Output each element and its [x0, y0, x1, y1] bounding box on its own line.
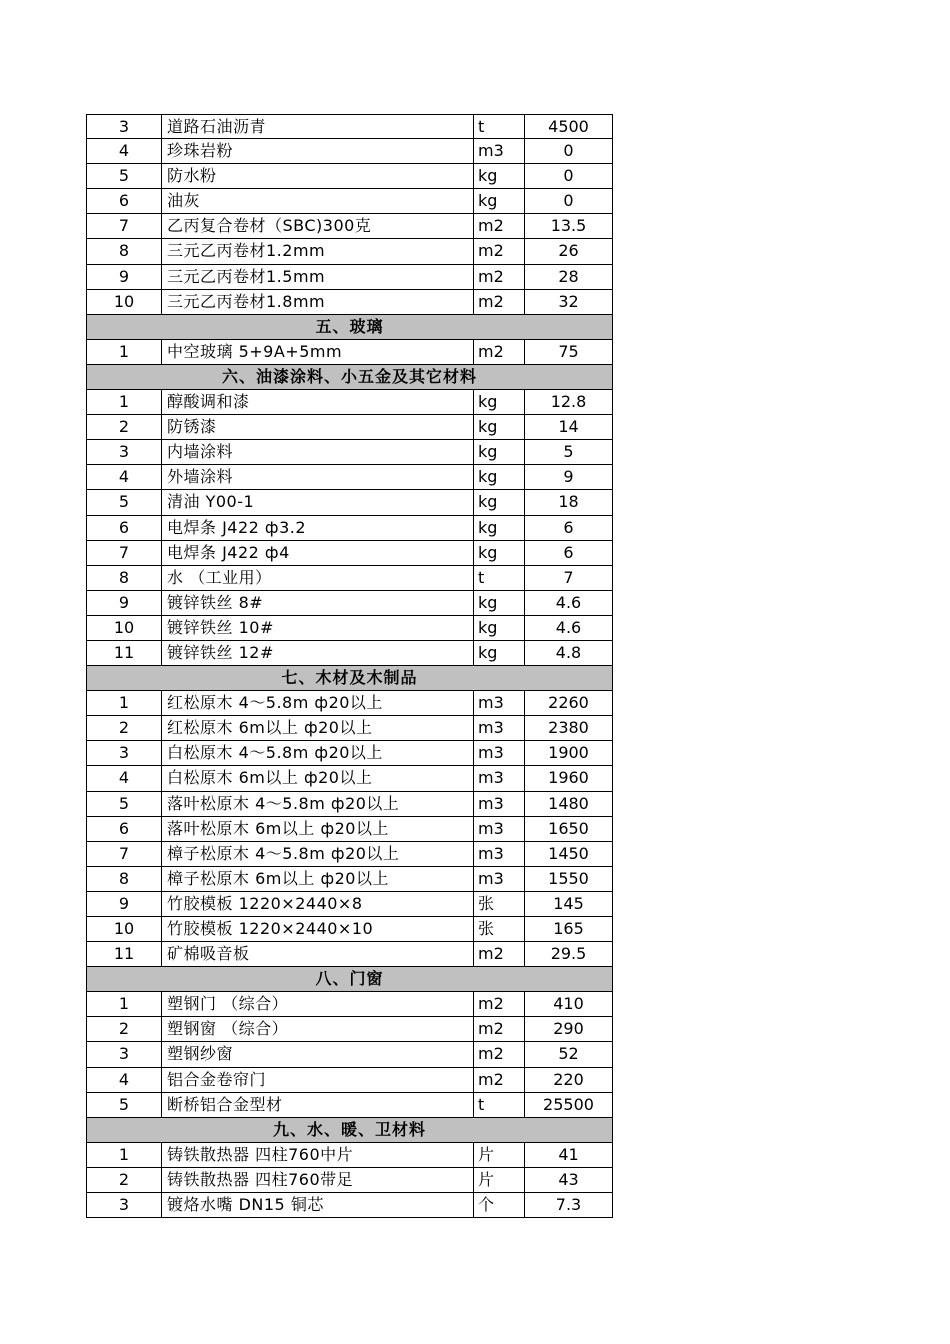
table-row [86, 516, 613, 541]
unit-price-cell: 9 [563, 467, 574, 487]
material-name-cell: 道路石油沥青 [162, 115, 474, 138]
unit-price-cell: 220 [553, 1069, 584, 1089]
unit-cell: kg [474, 591, 525, 615]
table-row [86, 1068, 613, 1093]
unit-cell: m2 [474, 942, 525, 966]
material-name-cell: 铸铁散热器 四柱760中片 [162, 1143, 474, 1167]
unit-price-cell: 7.3 [555, 1195, 582, 1215]
table-row [86, 340, 613, 365]
row-number-cell: 4 [87, 766, 162, 790]
unit-cell: m2 [474, 340, 525, 364]
material-name-cell: 电焊条 J422 ф4 [162, 541, 474, 565]
table-row [86, 766, 613, 791]
table-row [86, 164, 613, 189]
table-row [86, 490, 613, 515]
row-number-cell: 3 [87, 1193, 162, 1217]
row-number-cell: 1 [87, 390, 162, 414]
unit-price-cell: 1650 [548, 818, 589, 838]
material-name-cell: 竹胶模板 1220×2440×8 [162, 892, 474, 916]
row-number-cell: 7 [87, 214, 162, 238]
row-number-cell: 8 [87, 239, 162, 263]
unit-price-cell: 2380 [548, 718, 589, 738]
row-number-cell: 1 [87, 992, 162, 1016]
row-number-cell: 8 [87, 566, 162, 590]
material-name-cell: 镀锌铁丝 12# [162, 641, 474, 665]
table-row [86, 741, 613, 766]
row-number-cell: 2 [87, 1168, 162, 1192]
unit-cell: t [474, 1093, 525, 1117]
material-name-cell: 白松原木 6m以上 ф20以上 [162, 766, 474, 790]
row-number-cell: 7 [87, 541, 162, 565]
row-number-cell: 2 [87, 716, 162, 740]
row-number-cell: 11 [87, 942, 162, 966]
unit-cell: 张 [474, 917, 525, 941]
table-row [86, 792, 613, 817]
unit-cell: 片 [474, 1143, 525, 1167]
row-number-cell: 9 [87, 591, 162, 615]
unit-price-cell: 13.5 [550, 216, 587, 236]
unit-price-cell: 43 [558, 1169, 579, 1189]
unit-cell: kg [474, 164, 525, 188]
row-number-cell: 9 [87, 892, 162, 916]
row-number-cell: 9 [87, 265, 162, 289]
unit-price-cell: 6 [563, 517, 574, 537]
unit-cell: m2 [474, 1017, 525, 1041]
unit-price-cell: 165 [553, 919, 584, 938]
row-number-cell: 6 [87, 817, 162, 841]
unit-cell: kg [474, 641, 525, 665]
row-number-cell: 10 [87, 616, 162, 640]
material-name-cell: 三元乙丙卷材1.5mm [162, 265, 474, 289]
material-name-cell: 外墙涂料 [162, 465, 474, 489]
material-name-cell: 铝合金卷帘门 [162, 1068, 474, 1092]
table-row [86, 139, 613, 164]
unit-price-cell: 1960 [548, 768, 589, 788]
table-row [86, 917, 613, 942]
unit-cell: kg [474, 440, 525, 464]
material-name-cell: 水 （工业用） [162, 566, 474, 590]
unit-price-cell: 1900 [548, 743, 589, 763]
row-number-cell: 2 [87, 415, 162, 439]
unit-cell: t [474, 566, 525, 590]
table-row [86, 1093, 613, 1118]
unit-price-cell: 12.8 [550, 392, 587, 412]
material-name-cell: 樟子松原木 6m以上 ф20以上 [162, 867, 474, 891]
row-number-cell: 4 [87, 1068, 162, 1092]
row-number-cell: 5 [87, 792, 162, 816]
material-name-cell: 断桥铝合金型材 [162, 1093, 474, 1117]
table-row [86, 114, 613, 139]
material-name-cell: 铸铁散热器 四柱760带足 [162, 1168, 474, 1192]
table-row [86, 591, 613, 616]
table-row [86, 842, 613, 867]
row-number-cell: 4 [87, 465, 162, 489]
unit-cell: kg [474, 465, 525, 489]
section-header: 九、水、暖、卫材料 [86, 1118, 613, 1143]
section-header: 八、门窗 [86, 967, 613, 992]
material-name-cell: 镀烙水嘴 DN15 铜芯 [162, 1193, 474, 1217]
material-name-cell: 三元乙丙卷材1.2mm [162, 239, 474, 263]
unit-price-cell: 41 [558, 1144, 579, 1164]
table-row [86, 1042, 613, 1067]
unit-price-cell: 4.8 [555, 642, 582, 662]
unit-cell: m2 [474, 1068, 525, 1092]
unit-cell: 张 [474, 892, 525, 916]
row-number-cell: 1 [87, 691, 162, 715]
table-row [86, 239, 613, 264]
row-number-cell: 3 [87, 741, 162, 765]
row-number-cell: 7 [87, 842, 162, 866]
unit-price-cell: 1450 [548, 843, 589, 863]
unit-price-cell: 0 [563, 166, 574, 186]
unit-price-cell: 4500 [548, 117, 589, 136]
material-name-cell: 塑钢纱窗 [162, 1042, 474, 1066]
material-name-cell: 矿棉吸音板 [162, 942, 474, 966]
table-row [86, 566, 613, 591]
row-number-cell: 10 [87, 290, 162, 314]
row-number-cell: 3 [87, 1042, 162, 1066]
section-header: 七、木材及木制品 [86, 666, 613, 691]
row-number-cell: 2 [87, 1017, 162, 1041]
unit-price-cell: 75 [558, 341, 579, 361]
unit-price-cell: 2260 [548, 693, 589, 713]
row-number-cell: 8 [87, 867, 162, 891]
unit-price-cell: 145 [553, 893, 584, 913]
material-name-cell: 白松原木 4～5.8m ф20以上 [162, 741, 474, 765]
row-number-cell: 6 [87, 516, 162, 540]
unit-price-cell: 4.6 [555, 617, 582, 637]
table-row [86, 189, 613, 214]
unit-price-cell: 26 [558, 241, 579, 261]
row-number-cell: 4 [87, 139, 162, 163]
unit-cell: m2 [474, 290, 525, 314]
unit-cell: m3 [474, 741, 525, 765]
row-number-cell: 5 [87, 1093, 162, 1117]
unit-price-cell: 18 [558, 492, 579, 512]
row-number-cell: 6 [87, 189, 162, 213]
material-name-cell: 落叶松原木 6m以上 ф20以上 [162, 817, 474, 841]
unit-cell: m3 [474, 792, 525, 816]
row-number-cell: 3 [87, 115, 162, 138]
table-row [86, 641, 613, 666]
table-row [86, 1017, 613, 1042]
material-name-cell: 内墙涂料 [162, 440, 474, 464]
material-name-cell: 三元乙丙卷材1.8mm [162, 290, 474, 314]
unit-price-cell: 14 [558, 417, 579, 437]
row-number-cell: 11 [87, 641, 162, 665]
section-header: 六、油漆涂料、小五金及其它材料 [86, 365, 613, 390]
table-row [86, 290, 613, 315]
row-number-cell: 1 [87, 340, 162, 364]
unit-price-cell: 4.6 [555, 592, 582, 612]
unit-price-cell: 0 [563, 141, 574, 161]
material-name-cell: 竹胶模板 1220×2440×10 [162, 917, 474, 941]
table-row [86, 440, 613, 465]
unit-cell: m3 [474, 867, 525, 891]
table-row [86, 465, 613, 490]
unit-cell: kg [474, 541, 525, 565]
unit-cell: kg [474, 415, 525, 439]
material-name-cell: 乙丙复合卷材（SBC)300克 [162, 214, 474, 238]
unit-cell: m2 [474, 1042, 525, 1066]
unit-cell: m2 [474, 239, 525, 263]
table-row [86, 265, 613, 290]
unit-price-cell: 6 [563, 542, 574, 562]
table-row [86, 1143, 613, 1168]
table-row [86, 390, 613, 415]
unit-price-cell: 410 [553, 994, 584, 1014]
table-row [86, 892, 613, 917]
unit-cell: t [474, 115, 525, 138]
unit-price-cell: 290 [553, 1019, 584, 1039]
row-number-cell: 5 [87, 164, 162, 188]
material-name-cell: 樟子松原木 4～5.8m ф20以上 [162, 842, 474, 866]
unit-price-cell: 29.5 [550, 944, 587, 964]
unit-cell: m3 [474, 817, 525, 841]
unit-cell: kg [474, 490, 525, 514]
row-number-cell: 5 [87, 490, 162, 514]
unit-cell: kg [474, 616, 525, 640]
table-row [86, 942, 613, 967]
unit-price-cell: 1550 [548, 868, 589, 888]
material-name-cell: 镀锌铁丝 10# [162, 616, 474, 640]
unit-cell: kg [474, 189, 525, 213]
unit-cell: kg [474, 390, 525, 414]
material-name-cell: 红松原木 4～5.8m ф20以上 [162, 691, 474, 715]
material-name-cell: 红松原木 6m以上 ф20以上 [162, 716, 474, 740]
table-row [86, 817, 613, 842]
unit-price-cell: 28 [558, 266, 579, 286]
unit-cell: m2 [474, 992, 525, 1016]
material-name-cell: 塑钢门 （综合） [162, 992, 474, 1016]
material-name-cell: 醇酸调和漆 [162, 390, 474, 414]
unit-price-cell: 0 [563, 191, 574, 211]
material-name-cell: 落叶松原木 4～5.8m ф20以上 [162, 792, 474, 816]
unit-cell: m3 [474, 139, 525, 163]
table-row [86, 415, 613, 440]
material-name-cell: 油灰 [162, 189, 474, 213]
table-row [86, 716, 613, 741]
unit-price-cell: 1480 [548, 793, 589, 813]
table-row [86, 1168, 613, 1193]
unit-cell: 片 [474, 1168, 525, 1192]
unit-cell: m3 [474, 691, 525, 715]
material-price-table [86, 114, 613, 1218]
row-number-cell: 1 [87, 1143, 162, 1167]
material-name-cell: 防锈漆 [162, 415, 474, 439]
unit-cell: m3 [474, 766, 525, 790]
material-name-cell: 镀锌铁丝 8# [162, 591, 474, 615]
unit-cell: m3 [474, 716, 525, 740]
section-header: 五、玻璃 [86, 315, 613, 340]
unit-price-cell: 25500 [543, 1094, 594, 1114]
table-row [86, 691, 613, 716]
table-row [86, 992, 613, 1017]
unit-cell: m2 [474, 265, 525, 289]
material-name-cell: 中空玻璃 5+9A+5mm [162, 340, 474, 364]
unit-cell: kg [474, 516, 525, 540]
unit-price-cell: 32 [558, 291, 579, 311]
unit-cell: 个 [474, 1193, 525, 1217]
unit-cell: m3 [474, 842, 525, 866]
table-row [86, 541, 613, 566]
material-name-cell: 防水粉 [162, 164, 474, 188]
table-row [86, 1193, 613, 1218]
material-name-cell: 电焊条 J422 ф3.2 [162, 516, 474, 540]
unit-price-cell: 7 [563, 567, 574, 587]
row-number-cell: 10 [87, 917, 162, 941]
table-row [86, 867, 613, 892]
material-name-cell: 珍珠岩粉 [162, 139, 474, 163]
material-name-cell: 塑钢窗 （综合） [162, 1017, 474, 1041]
unit-cell: m2 [474, 214, 525, 238]
table-row [86, 616, 613, 641]
row-number-cell: 3 [87, 440, 162, 464]
unit-price-cell: 5 [563, 442, 574, 462]
material-name-cell: 清油 Y00-1 [162, 490, 474, 514]
unit-price-cell: 52 [558, 1044, 579, 1064]
table-row [86, 214, 613, 239]
